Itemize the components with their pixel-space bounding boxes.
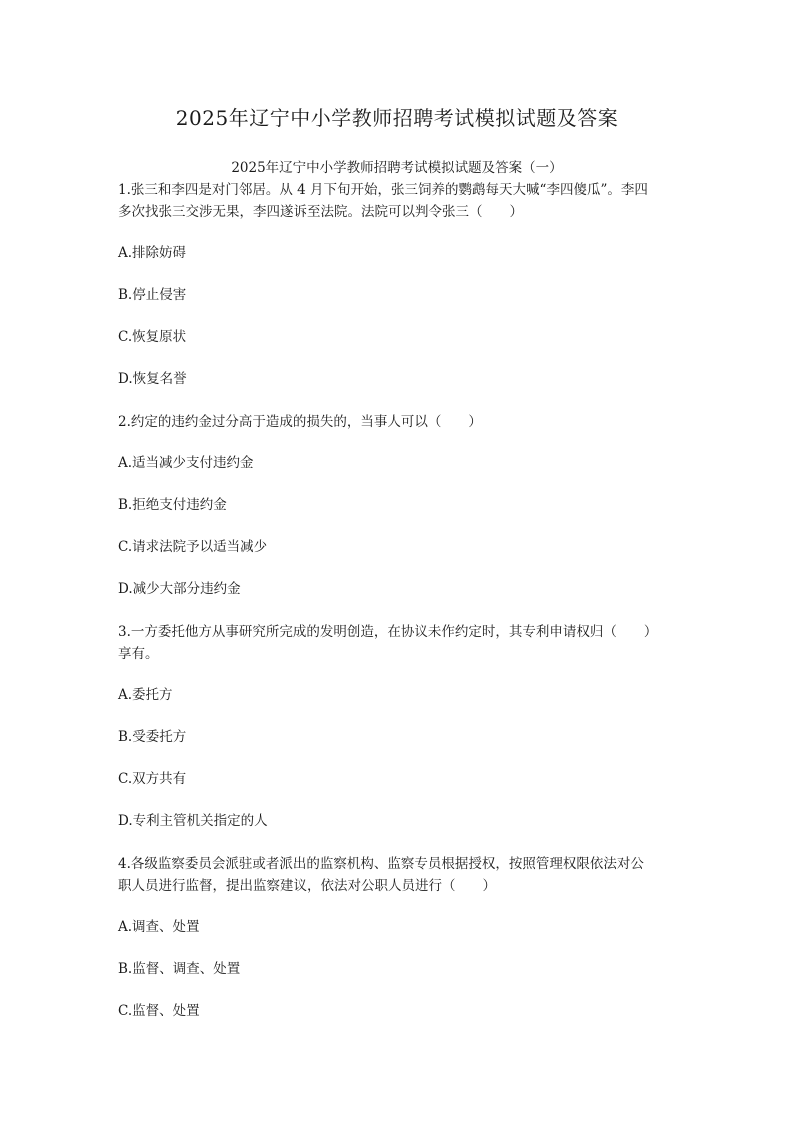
option-c: C.监督、处置: [118, 1003, 200, 1019]
option-d: D.专利主管机关指定的人: [118, 813, 268, 829]
option-c: C.恢复原状: [118, 329, 187, 345]
question-stem-line: 3.一方委托他方从事研究所完成的发明创造，在协议未作约定时，其专利申请权归（ ）: [118, 624, 658, 640]
question-stem-line: 2.约定的违约金过分高于造成的损失的，当事人可以（ ）: [118, 414, 482, 430]
option-d: D.减少大部分违约金: [118, 581, 241, 597]
question-stem-line: 1.张三和李四是对门邻居。从 4 月下旬开始，张三饲养的鹦鹉每天大喊“李四傻瓜”。李四: [118, 182, 648, 198]
question-2: [118, 411, 678, 599]
option-b: B.监督、调查、处置: [118, 961, 241, 977]
option-a: A.排除妨碍: [118, 245, 187, 261]
section-title: 2025年辽宁中小学教师招聘考试模拟试题及答案（一）: [231, 160, 563, 176]
question-stem-line: 多次找张三交涉无果，李四遂诉至法院。法院可以判令张三（ ）: [118, 204, 523, 220]
option-a: A.委托方: [118, 687, 173, 703]
option-a: A.适当减少支付违约金: [118, 455, 254, 471]
option-c: C.请求法院予以适当减少: [118, 539, 268, 555]
option-a: A.调查、处置: [118, 919, 200, 935]
option-b: B.拒绝支付违约金: [118, 497, 227, 513]
option-b: B.停止侵害: [118, 287, 187, 303]
question-3: [118, 621, 678, 831]
document-title: 2025年辽宁中小学教师招聘考试模拟试题及答案: [175, 106, 619, 130]
question-list: [118, 179, 678, 1021]
question-stem-line: 享有。: [118, 646, 159, 662]
option-b: B.受委托方: [118, 729, 187, 745]
question-1: [118, 179, 678, 389]
option-d: D.恢复名誉: [118, 371, 187, 387]
option-c: C.双方共有: [118, 771, 187, 787]
question-stem-line: 职人员进行监督，提出监察建议，依法对公职人员进行（ ）: [118, 878, 496, 894]
question-stem-line: 4.各级监察委员会派驻或者派出的监察机构、监察专员根据授权，按照管理权限依法对公: [118, 856, 644, 872]
question-4: [118, 853, 678, 1021]
